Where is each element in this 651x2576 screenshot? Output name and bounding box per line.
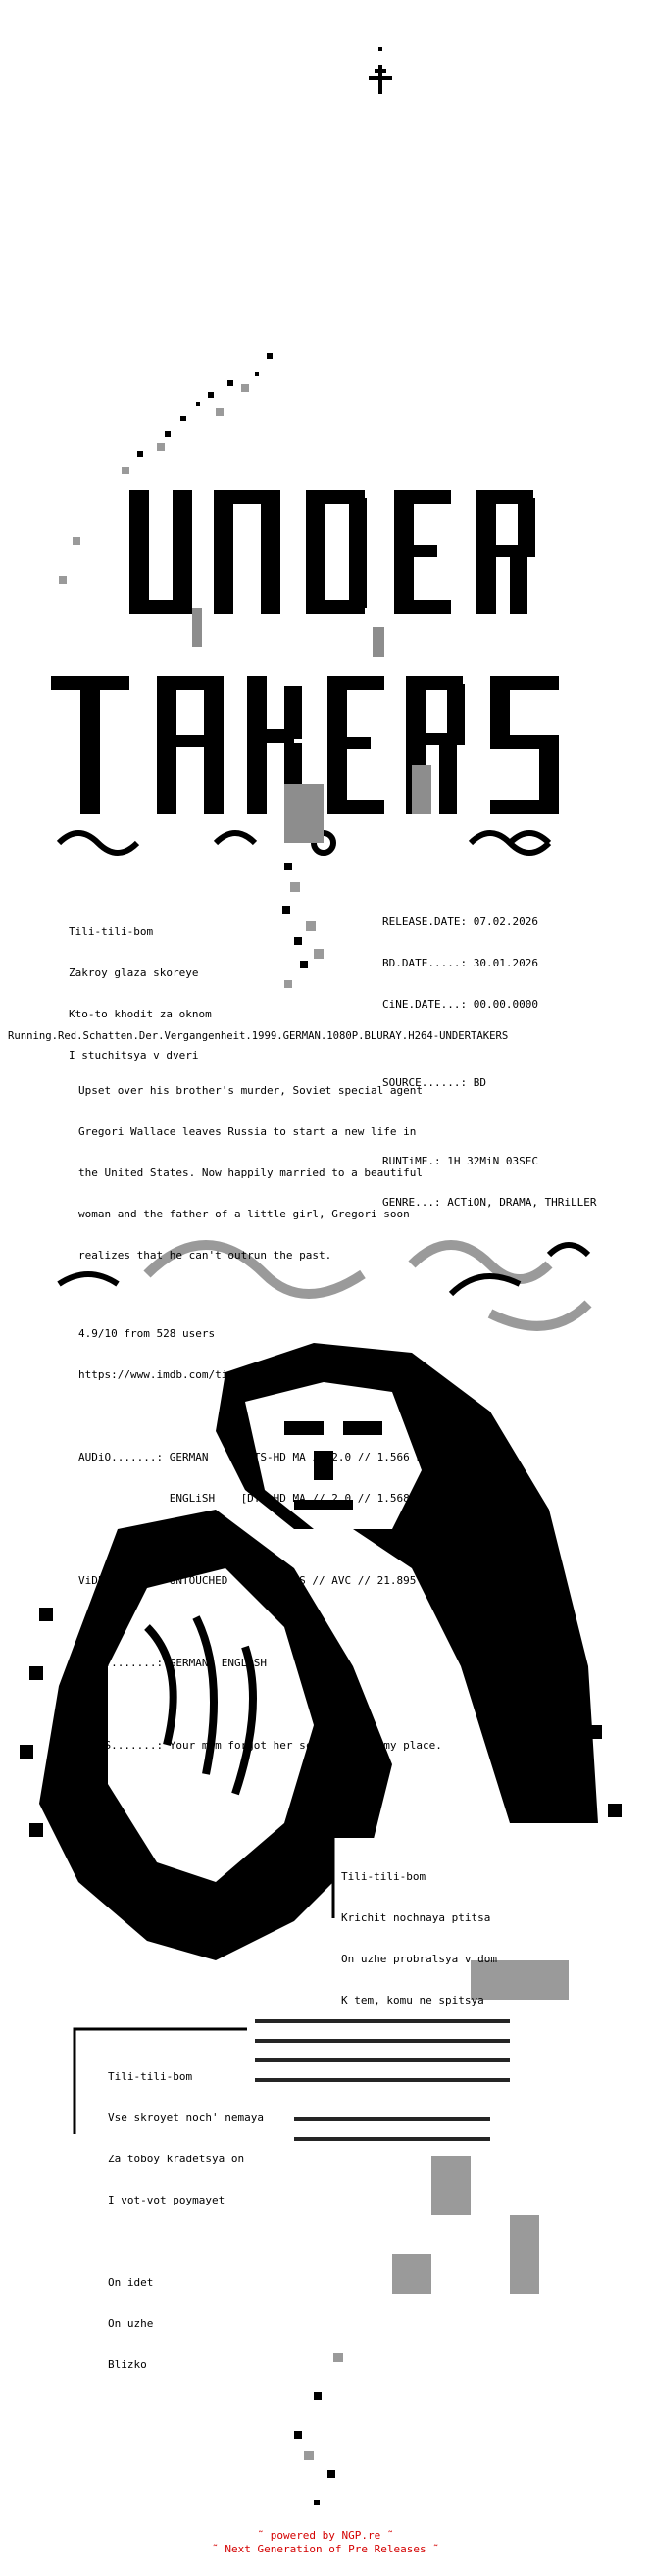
release-date: RELEASE.DATE: 07.02.2026 [382,916,538,928]
footer-tagline: ˜ Next Generation of Pre Releases ˜ [212,2543,439,2555]
pixel-dust [137,353,273,457]
poem-line: On idet [108,2276,154,2289]
poem-line: Za toboy kradetsya on [108,2153,245,2165]
plot [78,1057,455,1766]
release-name: Running.Red.Schatten.Der.Vergangenheit.1999.GERMAN.1080P.BLURAY.H264-UNDERTAKERS [8,1030,509,1042]
plot-line: realizes that he can't outrun the past. [78,1249,332,1262]
poem-line: I stuchitsya v dveri [69,1049,199,1062]
poem-line: Tili-tili-bom [341,1870,426,1883]
plot-line: woman and the father of a little girl, Gregori soon [78,1208,410,1220]
source: SOURCE......: BD [382,1076,486,1089]
imdb-link[interactable]: https://www.imdb.com/title/tt0163815/ [78,1368,320,1381]
genre: GENRE...: ACTiON, DRAMA, THRiLLER [382,1196,597,1209]
video-line: ViDEO.......: UNTOUCHED [23.976FPS // AVC // 21.895 kbps] [78,1574,456,1587]
footer-powered-by: ˜ powered by NGP.re ˜ [257,2529,394,2542]
poem-line: Vse skroyet noch' nemaya [108,2111,264,2124]
poem-line: K tem, komu ne spitsya [341,1994,484,2006]
plot-line: Upset over his brother's murder, Soviet special agent [78,1084,423,1097]
poem-line: Tili-tili-bom [108,2070,193,2083]
logo-shade [192,608,431,843]
runtime: RUNTiME.: 1H 32MiN 03SEC [382,1155,538,1167]
poem-line: Kto-to khodit za oknom [69,1008,212,1020]
poem-line: Krichit nochnaya ptitsa [341,1911,491,1924]
poem-2 [341,1843,497,2021]
poem-line: I vot-vot poymayet [108,2194,225,2206]
audio-line: AUDiO.......: GERMAN [DTS-HD MA // 2.0 // 1.566 kbps] [78,1451,449,1463]
poem-line: On uzhe [108,2317,154,2330]
poem-line: Zakroy glaza skoreye [69,966,199,979]
cross-ornament [369,47,392,94]
poem-line [108,2235,264,2249]
cine-date: CiNE.DATE...: 00.00.0000 [382,998,538,1011]
subs-line: SUBS........: GERMAN, ENGLiSH [78,1657,268,1669]
poem-line: Tili-tili-bom [69,925,154,938]
poem-line: On uzhe probralsya v dom [341,1953,497,1965]
poem-line: Blizko [108,2358,147,2371]
poem-3 [108,2043,264,2386]
plot-line: Gregori Wallace leaves Russia to start a new life in [78,1125,417,1138]
bd-date: BD.DATE.....: 30.01.2026 [382,957,538,969]
logo-blocks [129,490,535,614]
rating: 4.9/10 from 528 users [78,1327,216,1340]
notes-line: NOTES.......: Your mom forgot her schlueppi at my place. [78,1739,442,1752]
poem-1 [69,898,212,1076]
plot-line: the United States. Now happily married to a beautiful [78,1166,423,1179]
audio-line: ENGLiSH [DTS-HD MA // 2.0 // 1.568 kbps] [78,1492,449,1505]
